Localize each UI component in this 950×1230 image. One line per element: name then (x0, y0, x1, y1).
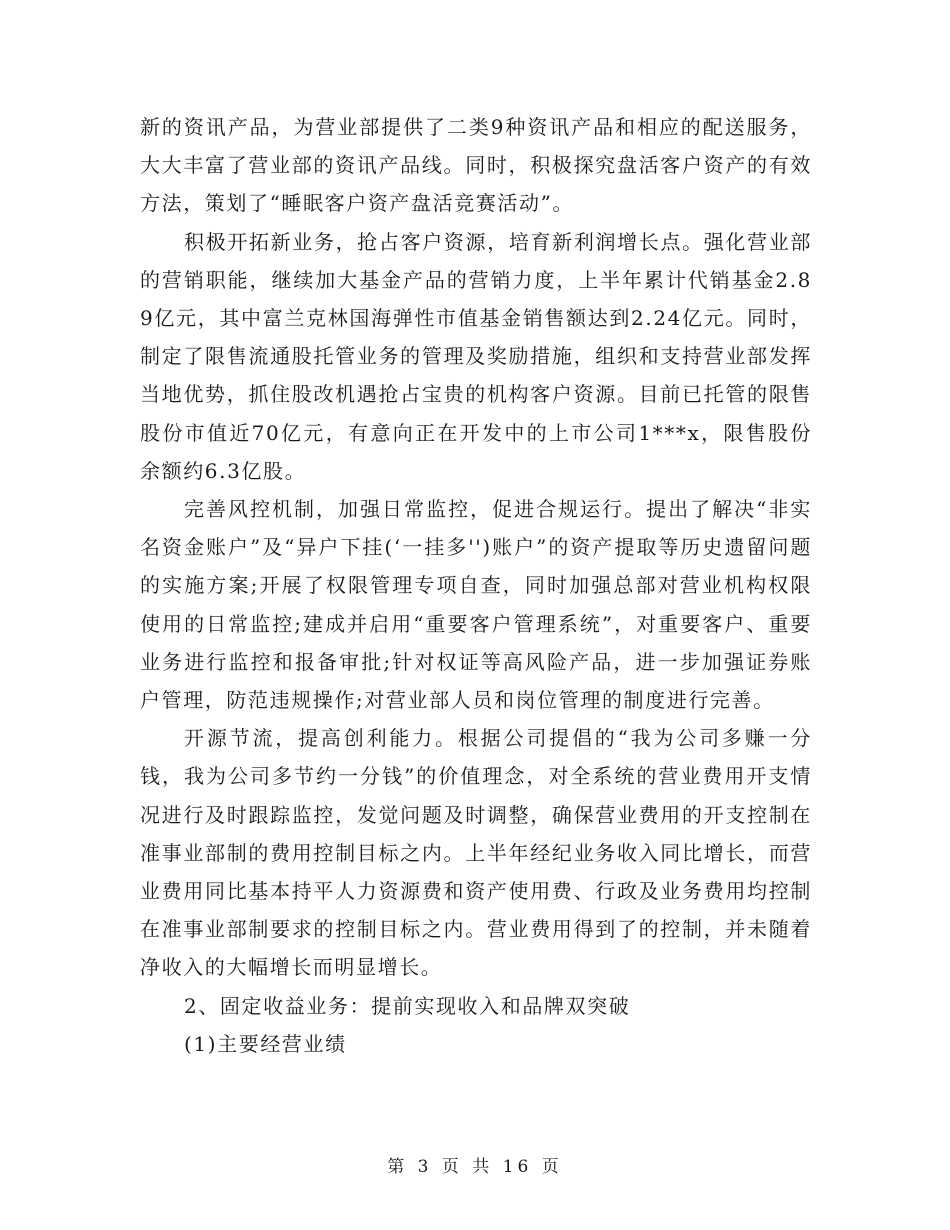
document-body (140, 108, 812, 1063)
paragraph-1: 新的资讯产品，为营业部提供了二类9种资讯产品和相应的配送服务，大大丰富了营业部的资讯产品线。同时，积极探究盘活客户资产的有效方法，策划了“睡眠客户资产盘活竞赛活动”。 (140, 115, 812, 216)
paragraph-3: 完善风控机制，加强日常监控，促进合规运行。提出了解决“非实名资金账户”及“异户下挂(‘一挂多'')账户”的资产提取等历史遗留问题的实施方案;开展了权限管理专项自查，同时加强总部对营业机构权限使用的日常监控;建成并启用“重要客户管理系统”，对重要客户、重要业务进行监控和报备审批;针对权证等高风险产品，进一步加强证券账户管理，防范违规操作;对营业部人员和岗位管理的制度进行完善。 (140, 497, 812, 713)
page-number-footer: 第 3 页 共 16 页 (387, 1157, 563, 1177)
section-heading: 2、固定收益业务：提前实现收入和品牌双突破 (184, 993, 631, 1018)
paragraph-4: 开源节流，提高创利能力。根据公司提倡的“我为公司多赚一分钱，我为公司多节约一分钱”的价值理念，对全系统的营业费用开支情况进行及时跟踪监控，发觉问题及时调整，确保营业费用的开支控制在准事业部制的费用控制目标之内。上半年经纪业务收入同比增长，而营业费用同比基本持平人力资源费和资产使用费、行政及业务费用均控制在准事业部制要求的控制目标之内。营业费用得到了的控制，并未随着净收入的大幅增长而明显增长。 (140, 726, 812, 980)
subsection-heading: (1)主要经营业绩 (184, 1031, 347, 1056)
paragraph-2: 积极开拓新业务，抢占客户资源，培育新利润增长点。强化营业部的营销职能，继续加大基金产品的营销力度，上半年累计代销基金2.89亿元，其中富兰克林国海弹性市值基金销售额达到2.24亿元。同时，制定了限售流通股托管业务的管理及奖励措施，组织和支持营业部发挥当地优势，抓住股改机遇抢占宝贵的机构客户资源。目前已托管的限售股份市值近70亿元，有意向正在开发中的上市公司1***x，限售股份余额约6.3亿股。 (140, 229, 812, 483)
